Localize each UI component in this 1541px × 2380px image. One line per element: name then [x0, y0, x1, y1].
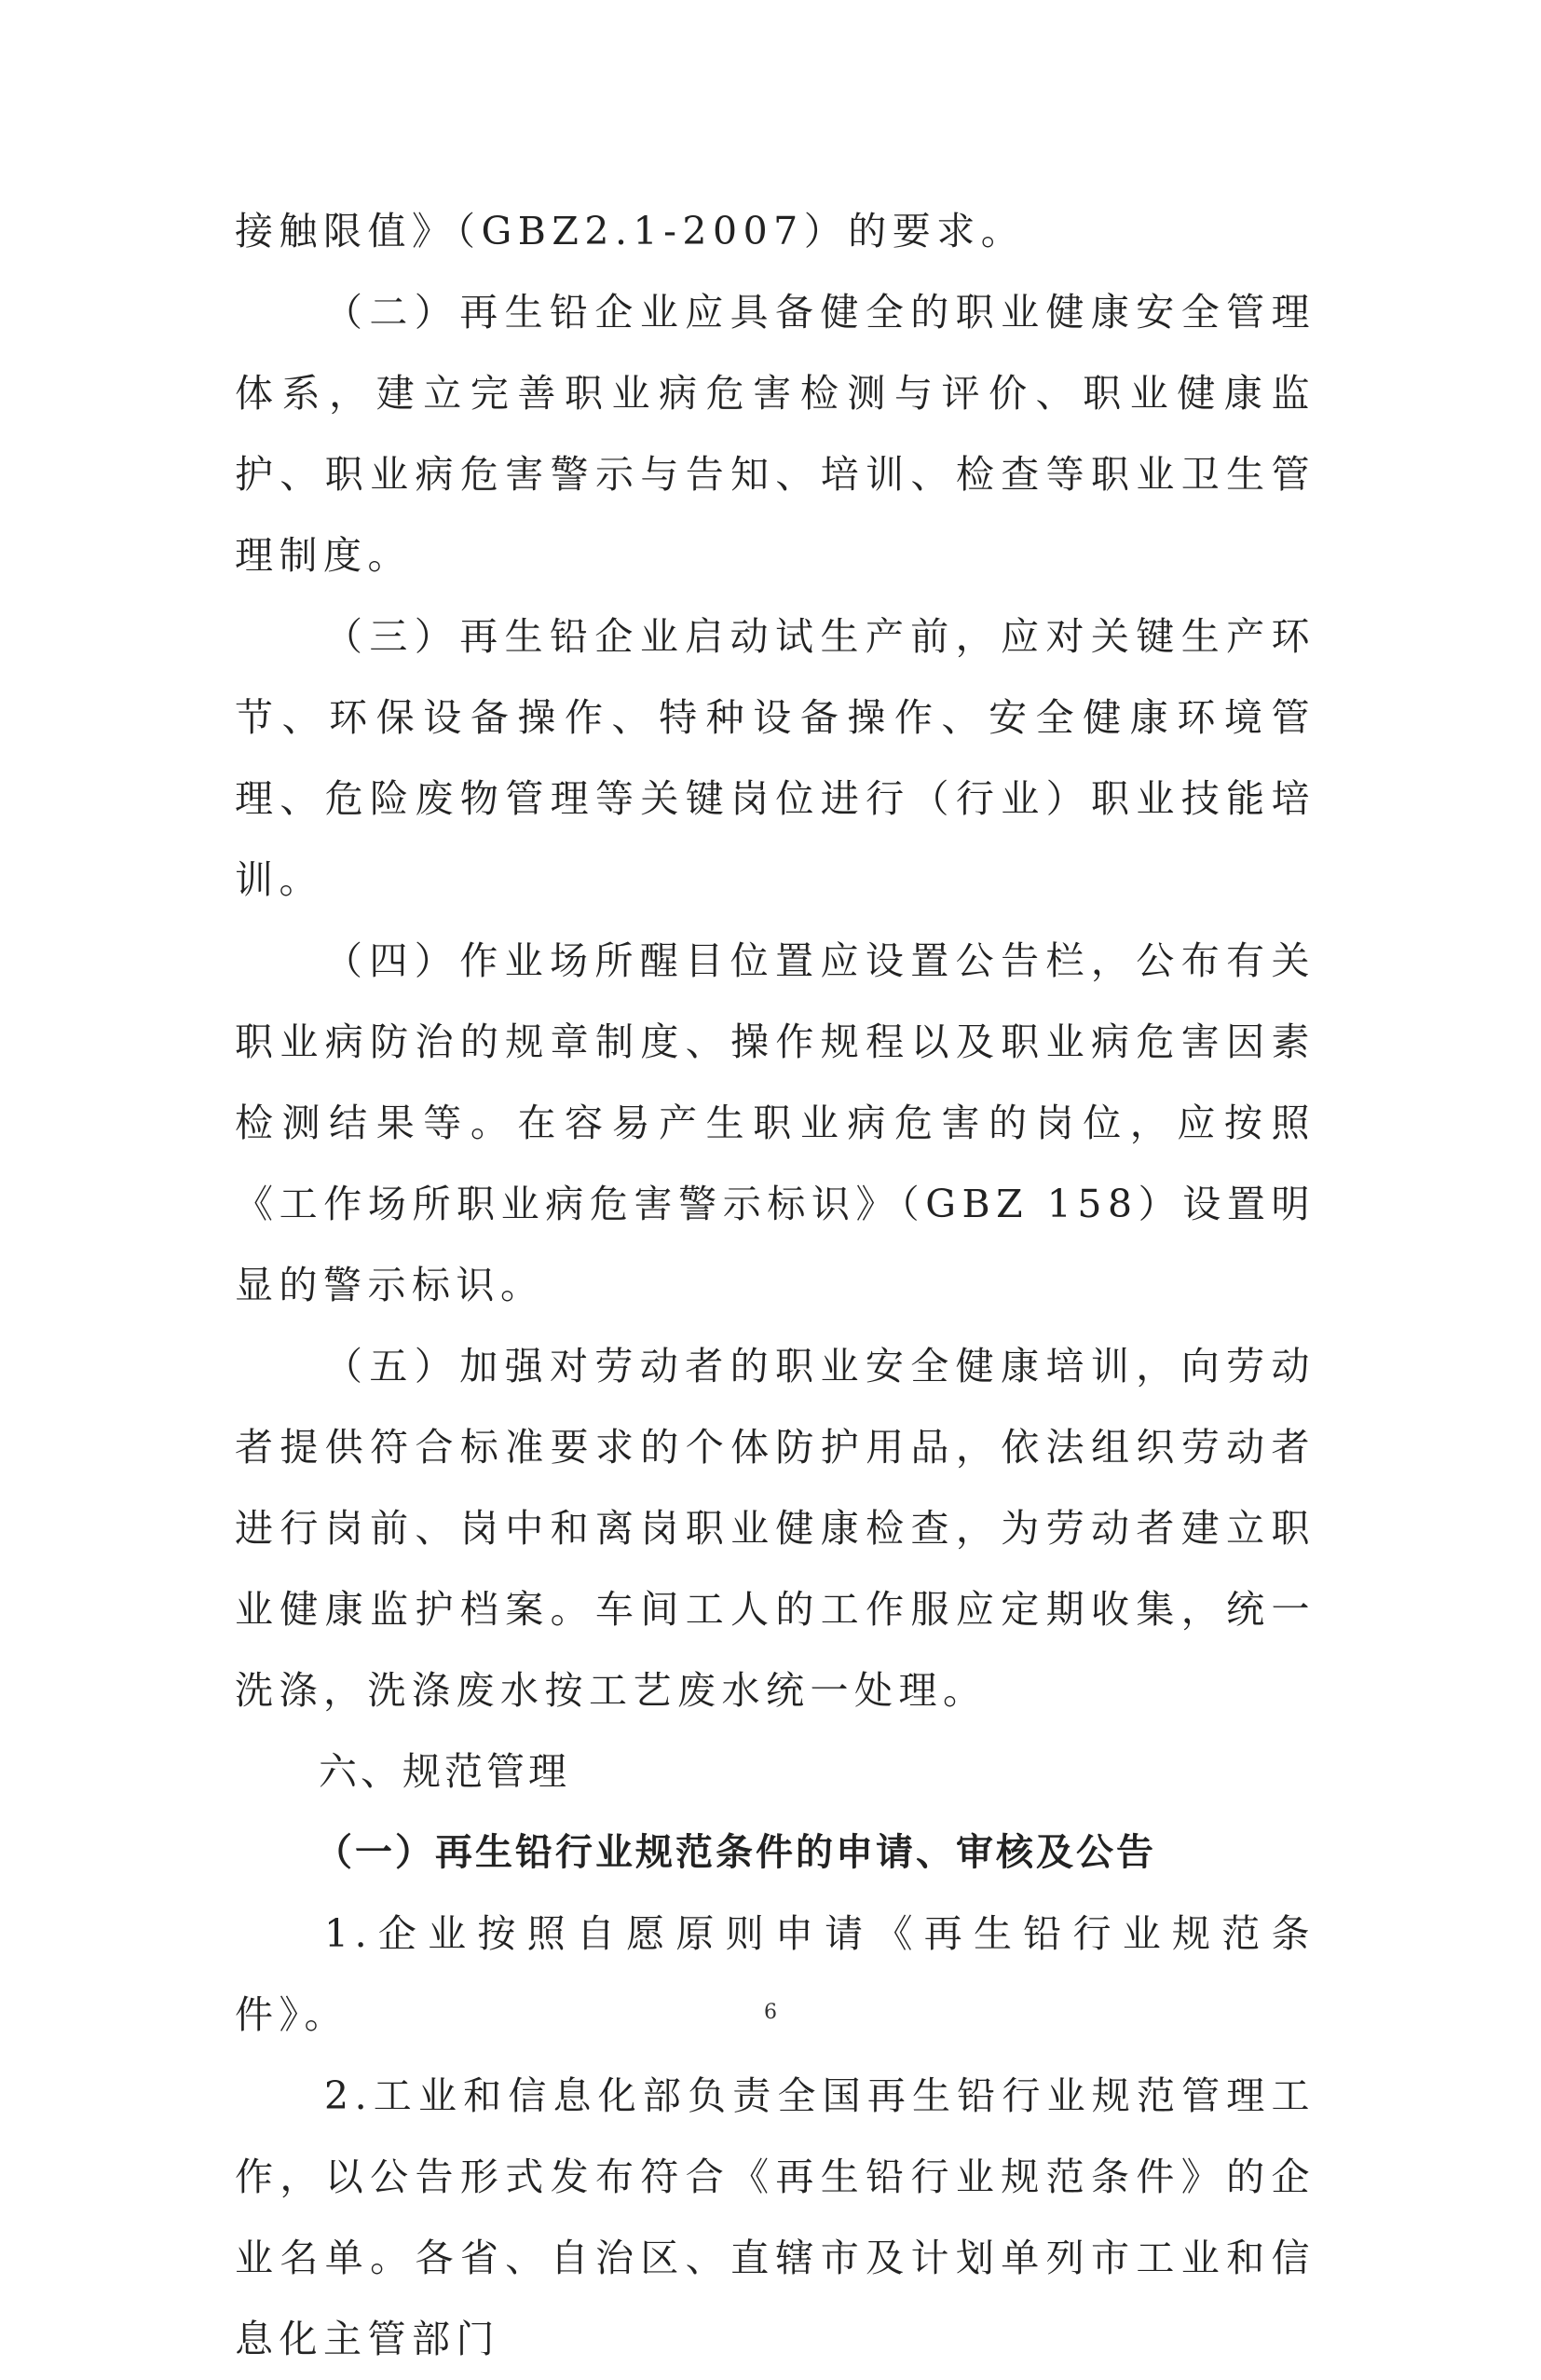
- page-number: 6: [764, 2001, 777, 2024]
- paragraph-item-4: （四）作业场所醒目位置应设置公告栏，公布有关职业病防治的规章制度、操作规程以及职业病危害因素检测结果等。在容易产生职业病危害的岗位，应按照《工作场所职业病危害警示标识》（GBZ 158）设置明显的警示标识。: [235, 938, 1316, 1307]
- section-heading: 六、规范管理: [319, 1749, 570, 1794]
- list-item-2: 2.工业和信息化部负责全国再生铅行业规范管理工作，以公告形式发布符合《再生铅行业规范条件》的企业名单。各省、自治区、直辖市及计划单列市工业和信息化主管部门: [235, 2073, 1316, 2361]
- paragraph-item-3: （三）再生铅企业启动试生产前，应对关键生产环节、环保设备操作、特种设备操作、安全健康环境管理、危险废物管理等关键岗位进行（行业）职业技能培训。: [235, 614, 1316, 902]
- document-body: [235, 191, 1316, 2380]
- paragraph-continuation: 接触限值》（GBZ2.1-2007）的要求。: [235, 209, 1026, 253]
- list-item-1: 1.企业按照自愿原则申请《再生铅行业规范条件》。: [235, 1911, 1316, 2037]
- paragraph-item-5: （五）加强对劳动者的职业安全健康培训，向劳动者提供符合标准要求的个体防护用品，依法组织劳动者进行岗前、岗中和离岗职业健康检查，为劳动者建立职业健康监护档案。车间工人的工作服应定期收集，统一洗涤，洗涤废水按工艺废水统一处理。: [235, 1344, 1316, 1713]
- subsection-heading: （一）再生铅行业规范条件的申请、审核及公告: [315, 1831, 1156, 1874]
- paragraph-item-2: （二）再生铅企业应具备健全的职业健康安全管理体系，建立完善职业病危害检测与评价、职业健康监护、职业病危害警示与告知、培训、检查等职业卫生管理制度。: [235, 290, 1316, 578]
